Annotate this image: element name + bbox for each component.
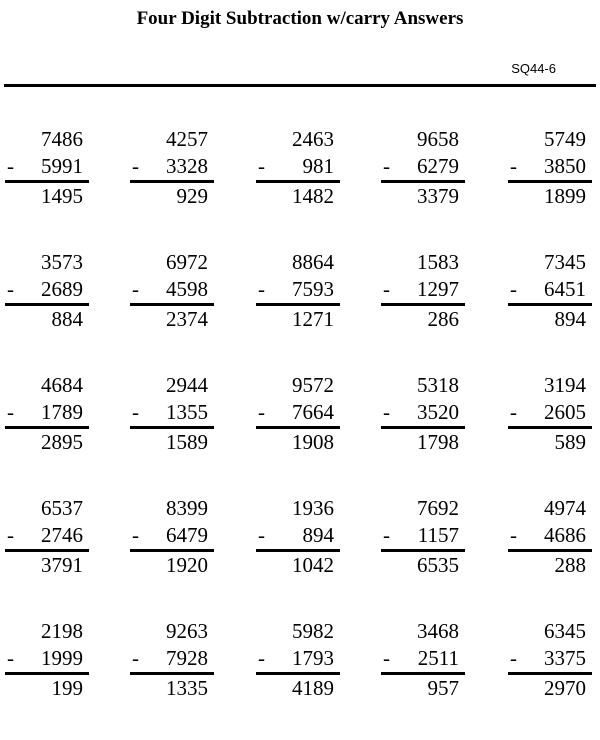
subtrahend: 6279 xyxy=(417,154,459,178)
subtraction-problem xyxy=(256,617,340,707)
subtrahend-line xyxy=(5,152,89,180)
minuend: 8864 xyxy=(292,250,334,274)
minus-sign: - xyxy=(510,277,517,301)
minuend: 3468 xyxy=(417,619,459,643)
subtrahend-line xyxy=(256,152,340,180)
minus-sign: - xyxy=(7,154,14,178)
subtrahend: 4686 xyxy=(544,523,586,547)
minus-sign: - xyxy=(258,277,265,301)
difference-answer: 1908 xyxy=(292,430,334,454)
subtrahend: 2689 xyxy=(41,277,83,301)
minuend: 3194 xyxy=(544,373,586,397)
subtraction-problem xyxy=(508,248,592,338)
difference-answer: 929 xyxy=(176,184,208,208)
minuend: 6537 xyxy=(41,496,83,520)
minuend: 2944 xyxy=(166,373,208,397)
subtrahend: 3520 xyxy=(417,400,459,424)
subtraction-problem xyxy=(508,617,592,707)
subtraction-problem xyxy=(5,494,89,584)
minus-sign: - xyxy=(510,646,517,670)
difference-answer: 199 xyxy=(51,676,83,700)
subtrahend: 3375 xyxy=(544,646,586,670)
subtrahend-line xyxy=(508,275,592,303)
subtrahend: 894 xyxy=(302,523,334,547)
minus-sign: - xyxy=(132,646,139,670)
subtraction-problem xyxy=(5,617,89,707)
subtrahend-line xyxy=(5,521,89,549)
subtrahend-line xyxy=(130,398,214,426)
subtrahend: 4598 xyxy=(166,277,208,301)
subtraction-problem xyxy=(508,125,592,215)
subtrahend-line xyxy=(381,644,465,672)
minus-sign: - xyxy=(510,154,517,178)
minus-sign: - xyxy=(383,154,390,178)
minuend: 6972 xyxy=(166,250,208,274)
subtraction-problem xyxy=(256,248,340,338)
subtrahend: 981 xyxy=(302,154,334,178)
minuend: 5749 xyxy=(544,127,586,151)
subtraction-problem xyxy=(256,125,340,215)
subtrahend: 1789 xyxy=(41,400,83,424)
subtrahend-line xyxy=(381,275,465,303)
subtraction-problem xyxy=(508,494,592,584)
subtraction-problem xyxy=(5,248,89,338)
subtrahend: 3850 xyxy=(544,154,586,178)
difference-answer: 2970 xyxy=(544,676,586,700)
subtrahend: 1157 xyxy=(417,523,459,547)
problem-row xyxy=(0,494,600,617)
difference-answer: 1495 xyxy=(41,184,83,208)
subtrahend: 7928 xyxy=(166,646,208,670)
subtraction-problem xyxy=(130,125,214,215)
minus-sign: - xyxy=(132,523,139,547)
difference-answer: 6535 xyxy=(417,553,459,577)
minuend: 6345 xyxy=(544,619,586,643)
subtraction-problem xyxy=(381,125,465,215)
minuend: 5982 xyxy=(292,619,334,643)
subtrahend-line xyxy=(130,152,214,180)
subtrahend-line xyxy=(508,152,592,180)
subtrahend-line xyxy=(256,275,340,303)
subtrahend: 5991 xyxy=(41,154,83,178)
difference-answer: 286 xyxy=(427,307,459,331)
minus-sign: - xyxy=(132,400,139,424)
minus-sign: - xyxy=(258,154,265,178)
subtrahend-line xyxy=(508,521,592,549)
subtrahend: 2746 xyxy=(41,523,83,547)
worksheet-code: SQ44-6 xyxy=(511,61,556,76)
difference-answer: 1798 xyxy=(417,430,459,454)
subtraction-problem xyxy=(5,125,89,215)
subtrahend: 3328 xyxy=(166,154,208,178)
difference-answer: 2895 xyxy=(41,430,83,454)
minus-sign: - xyxy=(7,523,14,547)
difference-answer: 1042 xyxy=(292,553,334,577)
difference-answer: 894 xyxy=(554,307,586,331)
minus-sign: - xyxy=(258,646,265,670)
subtrahend-line xyxy=(381,521,465,549)
subtrahend-line xyxy=(130,644,214,672)
subtrahend: 7664 xyxy=(292,400,334,424)
minuend: 8399 xyxy=(166,496,208,520)
subtraction-problem xyxy=(508,371,592,461)
minus-sign: - xyxy=(132,154,139,178)
minus-sign: - xyxy=(7,400,14,424)
minuend: 1583 xyxy=(417,250,459,274)
subtraction-problem xyxy=(130,248,214,338)
subtrahend: 2511 xyxy=(417,646,459,670)
subtrahend-line xyxy=(5,644,89,672)
subtrahend: 1355 xyxy=(166,400,208,424)
minuend: 4257 xyxy=(166,127,208,151)
difference-answer: 957 xyxy=(427,676,459,700)
subtrahend: 1999 xyxy=(41,646,83,670)
subtrahend-line xyxy=(256,521,340,549)
minus-sign: - xyxy=(383,523,390,547)
subtraction-problem xyxy=(381,371,465,461)
minus-sign: - xyxy=(7,646,14,670)
subtrahend-line xyxy=(130,275,214,303)
subtraction-problem xyxy=(256,494,340,584)
difference-answer: 589 xyxy=(554,430,586,454)
difference-answer: 4189 xyxy=(292,676,334,700)
minus-sign: - xyxy=(510,400,517,424)
subtrahend: 6479 xyxy=(166,523,208,547)
subtraction-problem xyxy=(5,371,89,461)
subtrahend: 7593 xyxy=(292,277,334,301)
minuend: 3573 xyxy=(41,250,83,274)
subtrahend-line xyxy=(130,521,214,549)
minuend: 4684 xyxy=(41,373,83,397)
minuend: 9263 xyxy=(166,619,208,643)
minuend: 1936 xyxy=(292,496,334,520)
problem-row xyxy=(0,617,600,740)
subtrahend: 6451 xyxy=(544,277,586,301)
minuend: 9658 xyxy=(417,127,459,151)
subtrahend-line xyxy=(5,275,89,303)
difference-answer: 1271 xyxy=(292,307,334,331)
minus-sign: - xyxy=(510,523,517,547)
minuend: 7345 xyxy=(544,250,586,274)
minus-sign: - xyxy=(132,277,139,301)
minuend: 9572 xyxy=(292,373,334,397)
difference-answer: 1482 xyxy=(292,184,334,208)
subtraction-problem xyxy=(381,494,465,584)
worksheet-title: Four Digit Subtraction w/carry Answers xyxy=(136,8,464,29)
difference-answer: 3791 xyxy=(41,553,83,577)
difference-answer: 884 xyxy=(51,307,83,331)
problem-grid xyxy=(0,125,600,740)
difference-answer: 3379 xyxy=(417,184,459,208)
subtraction-problem xyxy=(381,248,465,338)
subtrahend-line xyxy=(508,398,592,426)
subtrahend-line xyxy=(381,152,465,180)
minus-sign: - xyxy=(383,646,390,670)
subtraction-problem xyxy=(256,371,340,461)
minuend: 7486 xyxy=(41,127,83,151)
subtraction-problem xyxy=(381,617,465,707)
problem-row xyxy=(0,371,600,494)
minus-sign: - xyxy=(258,523,265,547)
subtrahend-line xyxy=(256,398,340,426)
subtrahend: 2605 xyxy=(544,400,586,424)
subtrahend: 1297 xyxy=(417,277,459,301)
subtrahend-line xyxy=(256,644,340,672)
subtrahend-line xyxy=(508,644,592,672)
subtraction-problem xyxy=(130,617,214,707)
minus-sign: - xyxy=(7,277,14,301)
subtrahend-line xyxy=(381,398,465,426)
problem-row xyxy=(0,125,600,248)
difference-answer: 2374 xyxy=(166,307,208,331)
minuend: 2198 xyxy=(41,619,83,643)
difference-answer: 1899 xyxy=(544,184,586,208)
subtraction-problem xyxy=(130,371,214,461)
minus-sign: - xyxy=(383,400,390,424)
minuend: 4974 xyxy=(544,496,586,520)
difference-answer: 288 xyxy=(554,553,586,577)
minuend: 5318 xyxy=(417,373,459,397)
minus-sign: - xyxy=(258,400,265,424)
difference-answer: 1589 xyxy=(166,430,208,454)
difference-answer: 1335 xyxy=(166,676,208,700)
header-divider xyxy=(4,84,596,87)
minuend: 2463 xyxy=(292,127,334,151)
subtrahend-line xyxy=(5,398,89,426)
difference-answer: 1920 xyxy=(166,553,208,577)
subtraction-problem xyxy=(130,494,214,584)
minus-sign: - xyxy=(383,277,390,301)
minuend: 7692 xyxy=(417,496,459,520)
problem-row xyxy=(0,248,600,371)
subtrahend: 1793 xyxy=(292,646,334,670)
